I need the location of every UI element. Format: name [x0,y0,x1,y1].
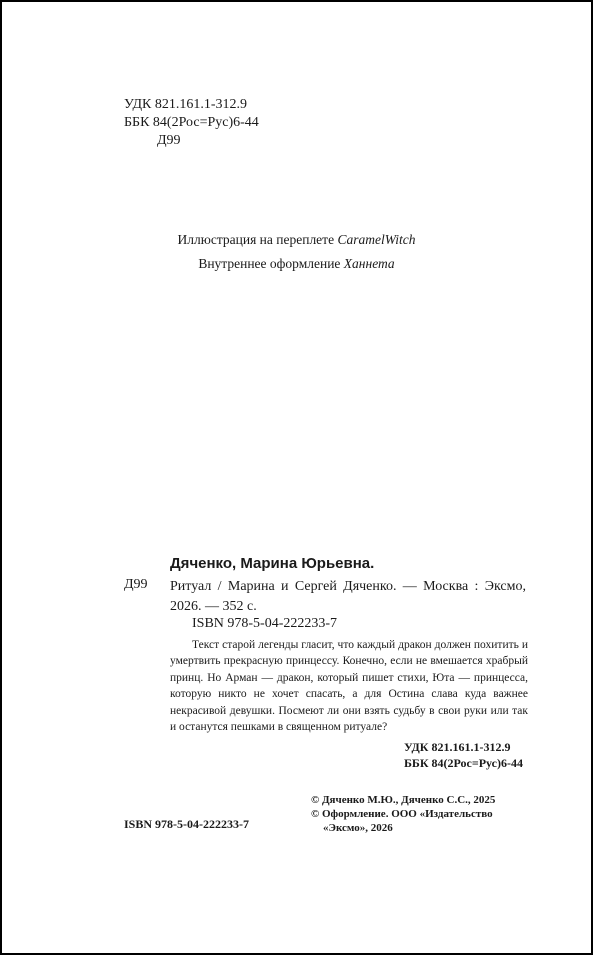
classification-block [124,96,259,150]
catalog-udk: УДК 821.161.1-312.9 [403,740,511,754]
isbn-bottom: ISBN 978-5-04-222233-7 [124,817,249,831]
catalog-bbk: ББК 84(2Рос=Рус)6-44 [403,756,523,770]
design-credit [2,252,591,276]
copyright-line-1: © Дяченко М.Ю., Дяченко С.С., 2025 [311,794,496,806]
catalog-author-mark: Д99 [124,577,148,592]
cover-credit-label: Иллюстрация на переплете [177,232,335,247]
credits-block [2,228,591,276]
catalog-description: Ритуал / Марина и Сергей Дяченко. — Москва : Эксмо, 2026. — 352 с. [170,579,526,614]
author-mark: Д99 [157,133,181,148]
catalog-isbn: ISBN 978-5-04-222233-7 [192,616,338,631]
catalog-author: Дяченко, Марина Юрьевна. [170,555,375,572]
cover-artist: CaramelWitch [337,232,416,247]
design-artist: Ханнета [343,256,395,271]
cover-credit [2,228,591,252]
udk-code: УДК 821.161.1-312.9 [124,97,248,112]
copyright-line-2: © Оформление. ООО «Издательство [311,808,493,820]
copyright-block [311,793,495,835]
design-credit-label: Внутреннее оформление [198,256,341,271]
bbk-code: ББК 84(2Рос=Рус)6-44 [124,115,259,130]
copyright-line-3: «Эксмо», 2026 [323,822,393,834]
catalog-annotation: Текст старой легенды гласит, что каждый дракон должен похитить и умертвить прекрасную принцессу. Конечно, если не вмешается храбрый принц. Но Арман — дракон, который пишет стихи, Юта — принцесса, которую никто не хочет спасать, а для Остина слава куда важнее некрасивой девушки. Посмеют ли они взять судьбу в свои руки или так и останутся пешками в священном ритуале? [170,639,528,734]
catalog-classification [404,739,523,771]
